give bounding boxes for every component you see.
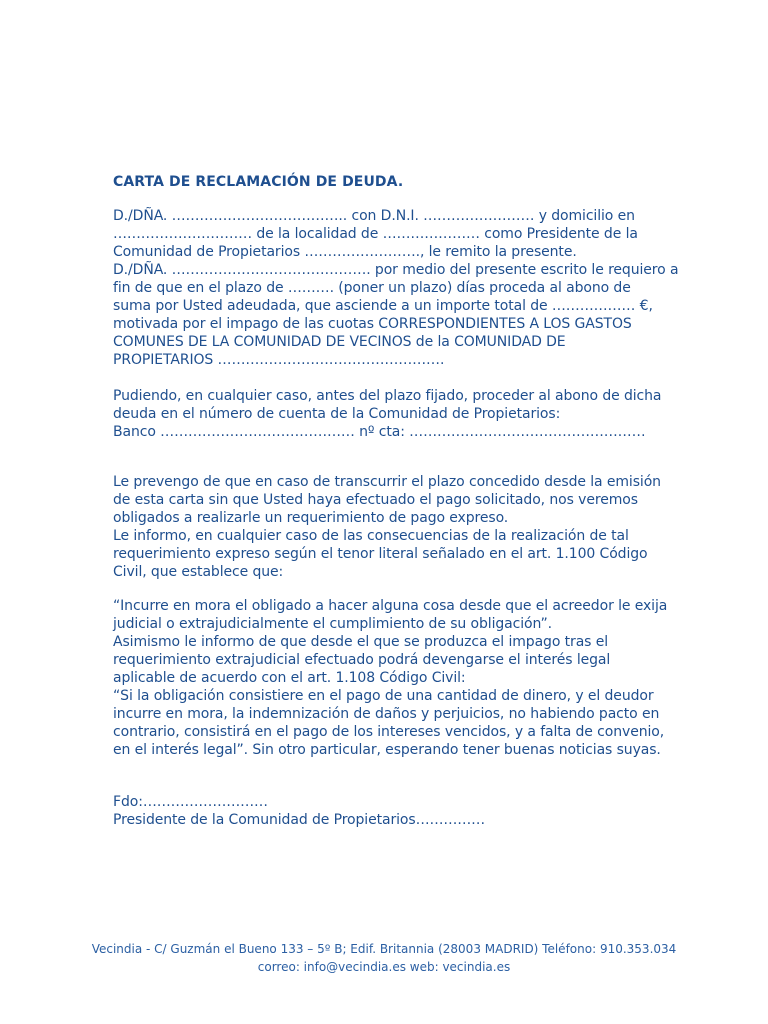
body-line: judicial o extrajudicialmente el cumplimiento de su obligación”. [113,616,552,632]
letter-title: CARTA DE RECLAMACIÓN DE DEUDA. [113,174,404,190]
body-line: Pudiendo, en cualquier caso, antes del plazo fijado, proceder al abono de dicha [113,388,662,404]
signature-title: Presidente de la Comunidad de Propietarios…………… [113,812,486,828]
body-line: de esta carta sin que Usted haya efectuado el pago solicitado, nos veremos [113,492,638,508]
signature-line: Fdo:……………………… [113,794,268,810]
body-line: requerimiento extrajudicial efectuado podrá devengarse el interés legal [113,652,611,668]
body-line: PROPIETARIOS …………………………………………. [113,352,445,368]
body-line: COMUNES DE LA COMUNIDAD DE VECINOS de la COMUNIDAD DE [113,334,566,350]
body-line: requerimiento expreso según el tenor literal señalado en el art. 1.100 Código [113,546,648,562]
body-line: “Si la obligación consistiere en el pago de una cantidad de dinero, y el deudor [113,688,654,704]
body-line: Asimismo le informo de que desde el que se produzca el impago tras el [113,634,609,650]
footer-contact: correo: info@vecindia.es web: vecindia.es [257,960,511,974]
body-line: Banco …………………………………… nº cta: …………………………………………… [113,424,646,440]
body-line: aplicable de acuerdo con el art. 1.108 Código Civil: [113,670,466,686]
body-line: fin de que en el plazo de ………. (poner un plazo) días proceda al abono de [113,280,631,296]
body-line: contrario, consistirá en el pago de los intereses vencidos, y a falta de convenio, [113,724,665,740]
body-line: en el interés legal”. Sin otro particular, esperando tener buenas noticias suyas. [113,742,661,758]
body-line: D./DÑA. ……………………………….. con D.N.I. …………………… y domicilio en [113,208,635,224]
body-line: incurre en mora, la indemnización de daños y perjuicios, no habiendo pacto en [113,706,660,722]
body-line: suma por Usted adeudada, que asciende a un importe total de ……………… €, [113,298,653,314]
body-line: Le prevengo de que en caso de transcurrir el plazo concedido desde la emisión [113,474,661,490]
body-line: deuda en el número de cuenta de la Comunidad de Propietarios: [113,406,561,422]
body-line: “Incurre en mora el obligado a hacer alguna cosa desde que el acreedor le exija [113,598,668,614]
body-line: Civil, que establece que: [113,564,284,580]
body-line: obligados a realizarle un requerimiento de pago expreso. [113,510,509,526]
body-line: motivada por el impago de las cuotas CORRESPONDIENTES A LOS GASTOS [113,316,632,332]
body-line: Le informo, en cualquier caso de las consecuencias de la realización de tal [113,528,629,544]
body-line: Comunidad de Propietarios ……………………., le remito la presente. [113,244,577,260]
footer-address: Vecindia - C/ Guzmán el Bueno 133 – 5º B; Edif. Britannia (28003 MADRID) Teléfono: 910.353.034 [91,942,677,956]
body-line: ………………………… de la localidad de ………………… como Presidente de la [113,226,638,242]
body-line: D./DÑA. ……………………………………. por medio del presente escrito le requiero a [113,262,679,278]
